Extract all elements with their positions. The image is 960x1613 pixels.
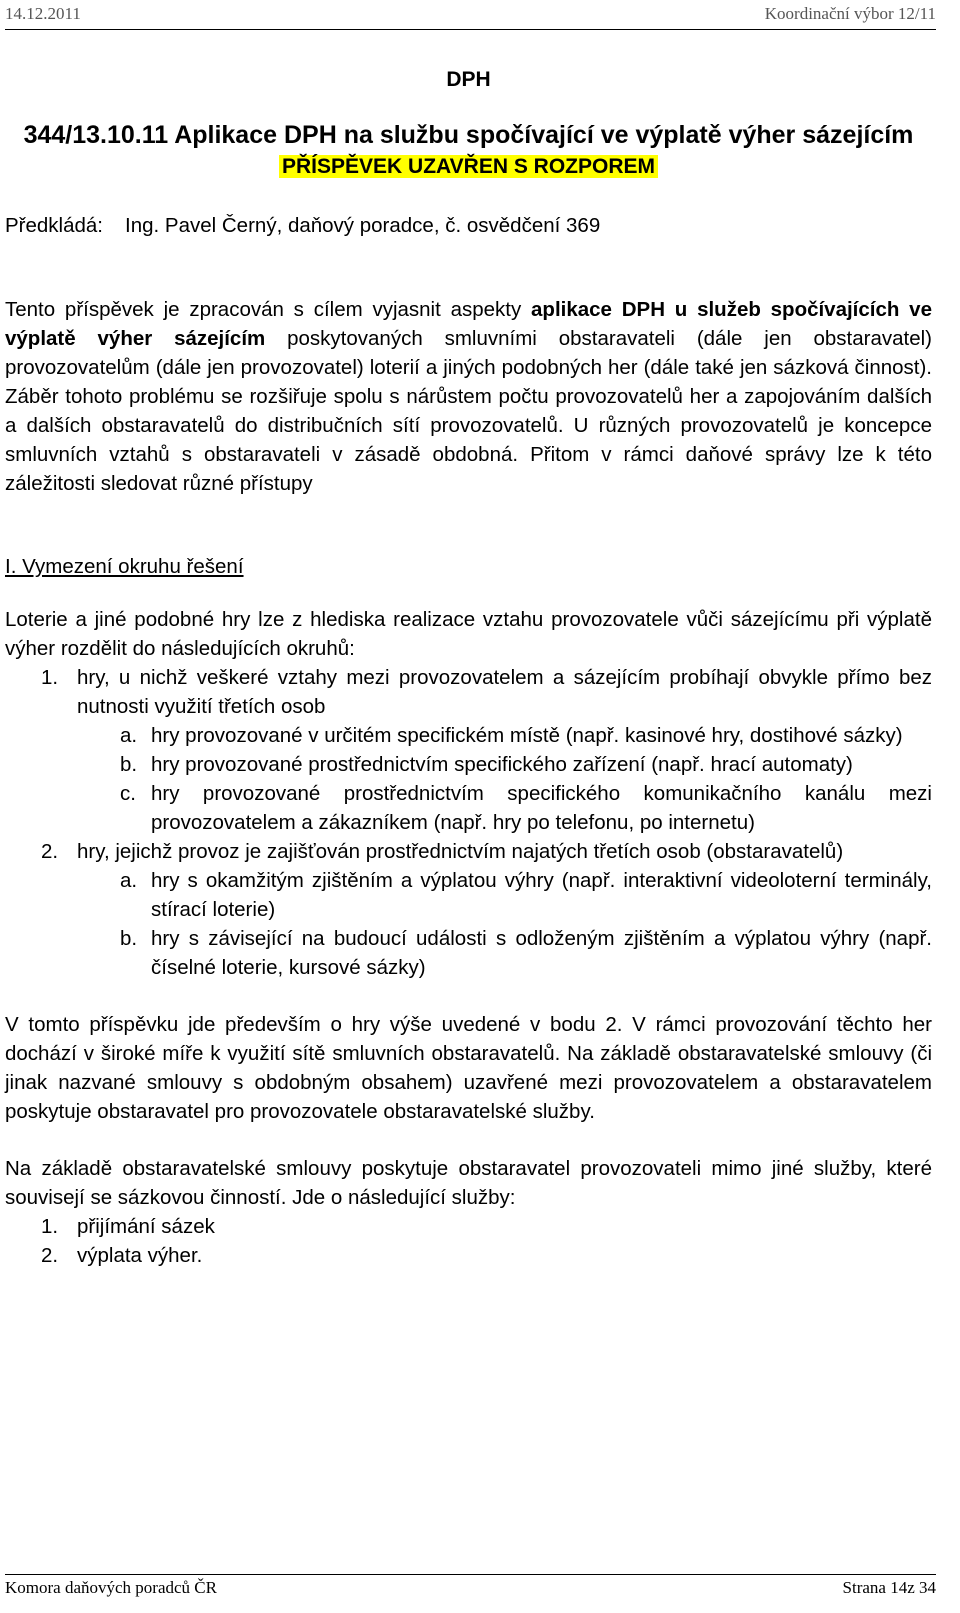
list-item [5, 1241, 932, 1270]
submitter-name: Ing. Pavel Černý, daňový poradce, č. osvědčení 369 [125, 214, 601, 237]
list-item-text: hry provozované prostřednictvím specifického zařízení (např. hrací automaty) [151, 753, 853, 776]
list-item-text: hry, jejichž provoz je zajišťován prostřednictvím najatých třetích osob (obstaravatelů) [77, 840, 844, 863]
list-marker: b. [120, 927, 138, 950]
intro-text-a: Tento příspěvek je zpracován s cílem vyjasnit aspekty [5, 298, 532, 321]
list-item [5, 837, 932, 866]
header-date: 14.12.2011 [5, 4, 81, 23]
list-item-text: hry, u nichž veškeré vztahy mezi provozovatelem a sázejícím probíhají obvykle přímo bez nutnosti využití třetích osob [77, 666, 932, 718]
footer-org: Komora daňových poradců ČR [5, 1578, 217, 1597]
document-title: 344/13.10.11 Aplikace DPH na službu spočívající ve výplatě výher sázejícím [23, 121, 914, 149]
list-item-text: hry provozované v určitém specifickém místě (např. kasinové hry, dostihové sázky) [151, 724, 903, 747]
list-item-text: výplata výher. [77, 1244, 203, 1267]
list-item-text: hry s okamžitým zjištěním a výplatou výhry (např. interaktivní videoloterní terminály, stírací loterie) [151, 869, 932, 921]
header-committee: Koordinační výbor 12/11 [764, 4, 936, 23]
footer-divider [5, 1574, 936, 1575]
list-item-text: přijímání sázek [77, 1215, 215, 1238]
sublist-item [5, 924, 932, 982]
lead-paragraph: Loterie a jiné podobné hry lze z hlediska realizace vztahu provozovatele vůči sázejícímu při výplatě výher rozdělit do následujících okruhů: [5, 608, 932, 660]
intro-paragraph [5, 295, 932, 498]
list-item [5, 663, 932, 721]
list-marker: 1. [41, 666, 59, 689]
sublist-item [5, 866, 932, 924]
sublist-item [5, 779, 932, 837]
sublist-item [5, 750, 932, 779]
page-footer [5, 1578, 936, 1602]
list-marker: a. [120, 869, 138, 892]
header-divider [5, 29, 936, 30]
intro-text-c: poskytovaných smluvními obstaravateli (dále jen obstaravatel) provozovatelům (dále jen provozovatel) loterií a jiných podobných her (dále také jen sázková činnost). Záběr tohoto problému se rozšiřuje spolu s nárůstem počtu provozovatelů her a zapojováním dalších a dalších obstaravatelů do distribučních sítí provozovatelů. U různých provozovatelů je koncepce smluvních vztahů s obstaravateli v zásadě obdobná. Přitom v rámci daňové správy lze k této záležitosti sledovat různé přístupy [5, 327, 933, 495]
intro-emphasis: aplikace DPH u služeb spočívajících ve výplatě výher sázejícím [5, 298, 932, 350]
list-item-text: hry s závisející na budoucí události s odloženým zjištěním a výplatou výhry (např. číselné loterie, kursové sázky) [151, 927, 932, 979]
status-line [5, 152, 932, 181]
list-item [5, 1212, 932, 1241]
list-marker: a. [120, 724, 138, 747]
list-marker: 2. [41, 840, 59, 863]
list-marker: c. [120, 782, 136, 805]
status-badge: PŘÍSPĚVEK UZAVŘEN S ROZPOREM [279, 155, 658, 178]
section-heading [5, 552, 932, 581]
paragraph-services: Na základě obstaravatelské smlouvy poskytuje obstaravatel provozovateli mimo jiné služby, které souvisejí se sázkovou činností. Jde o následující služby: [5, 1157, 932, 1209]
section-title: DPH [446, 68, 491, 91]
section-heading-text: I. Vymezení okruhu řešení [5, 555, 244, 578]
submitter-line [5, 211, 932, 240]
page-number: Strana 14z 34 [842, 1578, 936, 1597]
page-header [5, 4, 936, 26]
sublist-item [5, 721, 932, 750]
list-item-text: hry provozované prostřednictvím specifického komunikačního kanálu mezi provozovatelem a zákazníkem (např. hry po telefonu, po internetu) [151, 782, 932, 834]
paragraph-scope: V tomto příspěvku jde především o hry výše uvedené v bodu 2. V rámci provozování těchto her dochází v široké míře k využití sítě smluvních obstaravatelů. Na základě obstaravatelské smlouvy (či jinak nazvané smlouvy s obdobným obsahem) uzavřené mezi provozovatelem a obstaravatelem poskytuje obstaravatel pro provozovatele obstaravatelské služby. [5, 1013, 932, 1123]
list-marker: b. [120, 753, 138, 776]
document-body [5, 62, 932, 1270]
list-marker: 2. [41, 1244, 59, 1267]
submitter-label: Předkládá: [5, 214, 104, 237]
list-marker: 1. [41, 1215, 59, 1238]
